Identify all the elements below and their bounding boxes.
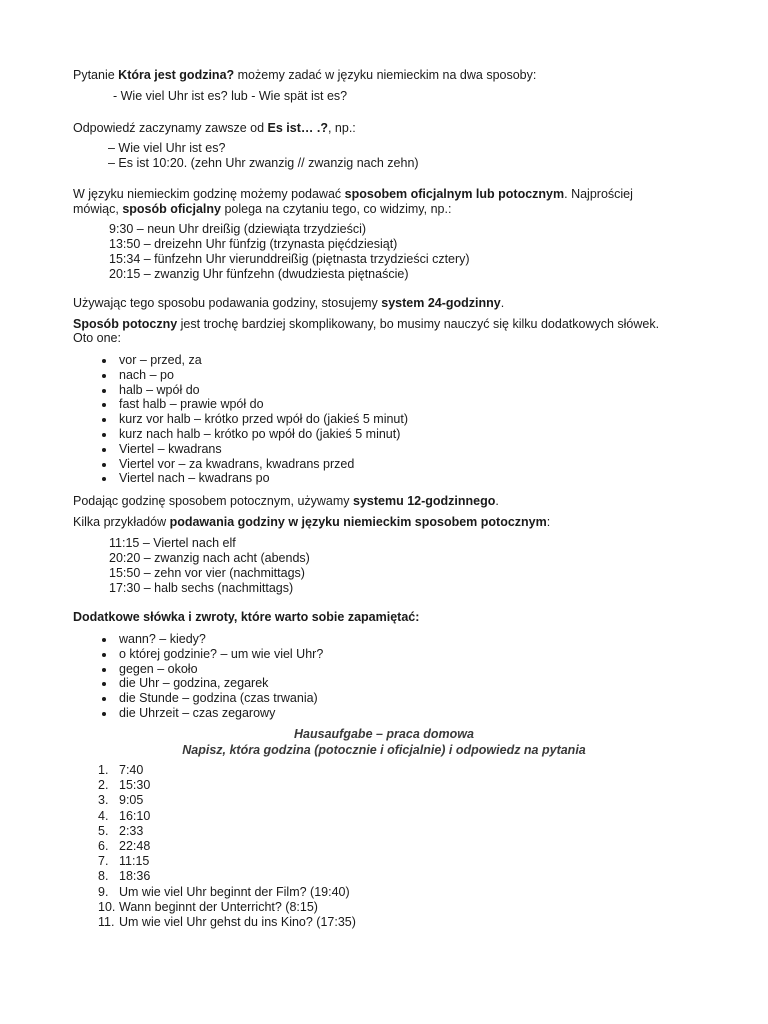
homework-subtitle: Napisz, która godzina (potocznie i oficjalnie) i odpowiedz na pytania: [182, 743, 586, 757]
extra-heading: Dodatkowe słówka i zwroty, które warto sobie zapamiętać:: [73, 610, 420, 624]
list-item: halb – wpół do: [0, 383, 408, 398]
example-line: 20:15 – zwanzig Uhr fünfzehn (dwudziesta piętnaście): [109, 267, 409, 281]
answer-example: – Wie viel Uhr ist es? – Es ist 10:20. (zehn Uhr zwanzig // zwanzig nach zehn): [108, 141, 419, 170]
list-item: gegen – około: [0, 662, 323, 677]
list-item: kurz vor halb – krótko przed wpół do (jakieś 5 minut): [0, 412, 408, 427]
homework-title: Hausaufgabe – praca domowa: [294, 727, 474, 741]
example-line: 15:50 – zehn vor vier (nachmittags): [109, 566, 305, 580]
example-line: 11:15 – Viertel nach elf: [109, 536, 236, 550]
official-paragraph-line2: mówiąc, sposób oficjalny polega na czytaniu tego, co widzimy, np.:: [73, 202, 452, 216]
document-page: Pytanie Która jest godzina? możemy zadać w języku niemieckim na dwa sposoby: - Wie viel Uhr ist es? lub - Wie spät ist es? Odpowiedź zaczynamy zawsze od Es ist… .?, np.: – Wie viel Uhr ist es? – Es ist 10:20. (zehn Uhr zwanzig // zwanzig nach zehn) W języku niemieckim godzinę możemy podawać sposobem oficjalnym lub potocznym. Najprościej mówiąc, sposób oficjalny polega na czytaniu tego, co widzimy, np.: 9:30 – neun Uhr dreißig (dziewiąta trzydzieści) 13:50 – dreizehn Uhr fünfzig (trzynasta pięćdziesiąt) 15:34 – fünfzehn Uhr vierunddreißig (piętnasta trzydzieści cztery) 20:15 – zwanzig Uhr fünfzehn (dwudziesta piętnaście) Używając tego sposobu podawania godziny, stosujemy system 24-godzinny. Sposób potoczny jest trochę bardziej skomplikowany, bo musimy nauczyć się kilku dodatkowych słówek. Oto one: vor – przed, za nach – po halb – wpół do fast halb – prawie wpół do kurz vor halb – krótko przed wpół do (jakieś 5 minut) kurz nach halb – krótko po wpół do (jakieś 5 minut) Viertel – kwadrans Viertel vor – za kwadrans, kwadrans przed Viertel nach – kwadrans po Podając godzinę sposobem potocznym, używamy systemu 12-godzinnego. Kilka przykładów podawania godziny w języku niemieckim sposobem potocznym: 11:15 – Viertel nach elf 20:20 – zwanzig nach acht (abends) 15:50 – zehn vor vier (nachmittags) 17:30 – halb sechs (nachmittags) Dodatkowe słówka i zwroty, które warto sobie zapamiętać: wann? – kiedy? o której godzinie? – um wie viel Uhr? gegen – około die Uhr – godzina, zegarek die Stunde – godzina (czas trwania) die Uhrzeit – czas zegarowy Hausaufgabe – praca domowa Napisz, która godzina (potocznie i oficjalnie) i odpowiedz na pytania 1. 7:40 2. 15:30 3. 9:05 4. 16:10 5. 2:33 6. 22:48 7. 11:15 8. 18:36 9. Um wie viel Uhr beginnt der Film? (19:40) 10. Wann beginnt der Unterricht? (8:15) 11. Um wie viel Uhr gehst du ins Kino? (17:35): [0, 0, 768, 1024]
list-item: die Uhr – godzina, zegarek: [0, 676, 323, 691]
list-item: die Stunde – godzina (czas trwania): [0, 691, 323, 706]
list-item: o której godzinie? – um wie viel Uhr?: [0, 647, 323, 662]
official-examples: [109, 222, 470, 282]
intro-questions: - Wie viel Uhr ist es? lub - Wie spät ist es?: [113, 89, 348, 103]
colloquial-paragraph-line2: Oto one:: [73, 331, 121, 345]
list-item: kurz nach halb – krótko po wpół do (jakieś 5 minut): [0, 427, 408, 442]
list-item: wann? – kiedy?: [0, 632, 323, 647]
intro-paragraph: Pytanie Która jest godzina? możemy zadać w języku niemieckim na dwa sposoby:: [73, 68, 537, 82]
example-line: 17:30 – halb sechs (nachmittags): [109, 581, 294, 595]
example-line: 13:50 – dreizehn Uhr fünfzig (trzynasta pięćdziesiąt): [109, 237, 398, 251]
list-item: die Uhrzeit – czas zegarowy: [0, 706, 323, 721]
system24-paragraph: Używając tego sposobu podawania godziny, stosujemy system 24-godzinny.: [73, 296, 505, 310]
list-item: Viertel vor – za kwadrans, kwadrans przed: [0, 457, 408, 472]
colloquial-paragraph-line1: Sposób potoczny jest trochę bardziej skomplikowany, bo musimy nauczyć się kilku dodatkowych słówek.: [73, 317, 660, 331]
colloquial-word-list: [0, 353, 408, 486]
official-paragraph-line1: W języku niemieckim godzinę możemy podawać sposobem oficjalnym lub potocznym. Najprościej: [73, 187, 633, 201]
list-item: fast halb – prawie wpół do: [0, 397, 408, 412]
colloquial-examples: [109, 536, 310, 596]
list-item: Viertel – kwadrans: [0, 442, 408, 457]
extra-word-list: [0, 632, 323, 721]
list-item: nach – po: [0, 368, 408, 383]
list-item: Viertel nach – kwadrans po: [0, 471, 408, 486]
examples2-paragraph: Kilka przykładów podawania godziny w języku niemieckim sposobem potocznym:: [73, 515, 551, 529]
list-item: vor – przed, za: [0, 353, 408, 368]
example-line: 20:20 – zwanzig nach acht (abends): [109, 551, 310, 565]
example-line: 15:34 – fünfzehn Uhr vierunddreißig (piętnasta trzydzieści cztery): [109, 252, 470, 266]
example-line: 9:30 – neun Uhr dreißig (dziewiąta trzydzieści): [109, 222, 367, 236]
system12-paragraph: Podając godzinę sposobem potocznym, używamy systemu 12-godzinnego.: [73, 494, 499, 508]
answer-paragraph: Odpowiedź zaczynamy zawsze od Es ist… .?, np.:: [73, 121, 356, 135]
